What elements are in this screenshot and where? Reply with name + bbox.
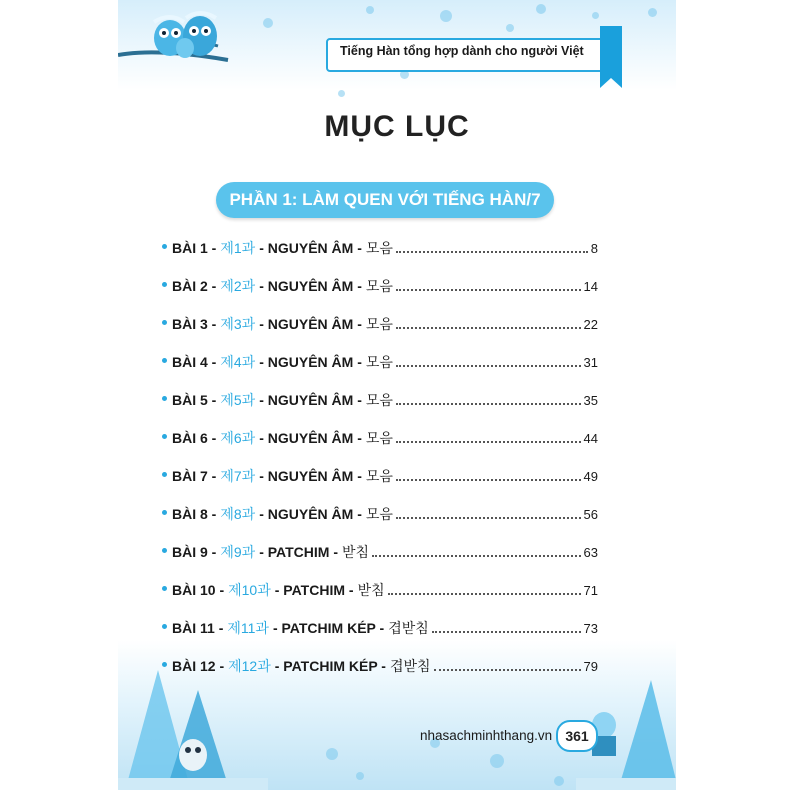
lesson-number: BÀI 1 - [172,240,217,256]
korean-topic: 모음 [365,506,393,522]
toc-row [166,542,598,564]
lesson-topic: - NGUYÊN ÂM - [259,278,362,294]
page-ref: 22 [583,317,598,332]
bookmark-ribbon-icon [600,26,622,78]
page-ref: 8 [590,241,598,256]
korean-lesson: 제12과 [228,658,271,674]
lesson-number: BÀI 8 - [172,506,217,522]
toc-row [166,276,598,298]
korean-lesson: 제8과 [220,506,256,522]
toc-row [166,580,598,602]
bullet-icon [162,396,167,401]
dot-leader [396,516,581,519]
bullet-icon [162,320,167,325]
snow-dot [440,10,452,22]
korean-lesson: 제3과 [220,316,256,332]
korean-topic: 모음 [365,354,393,370]
dot-leader [396,478,581,481]
lesson-topic: - PATCHIM KÉP - [272,620,385,636]
korean-lesson: 제11과 [227,620,269,636]
snow-dot [326,748,338,760]
winter-tree-left-illustration [118,660,268,790]
dot-leader [396,326,581,329]
korean-lesson: 제4과 [220,354,256,370]
lesson-topic: - PATCHIM - [274,582,354,598]
dot-leader [396,364,581,367]
toc-row [166,314,598,336]
toc-row [166,352,598,374]
korean-topic: 겹받침 [389,658,431,674]
book-page [118,0,676,790]
lesson-topic: - NGUYÊN ÂM - [259,506,362,522]
bullet-icon [162,472,167,477]
bullet-icon [162,510,167,515]
lesson-number: BÀI 11 - [172,620,224,636]
lesson-number: BÀI 4 - [172,354,217,370]
snow-dot [263,18,273,28]
snow-dot [338,90,345,97]
lesson-number: BÀI 9 - [172,544,217,560]
bullet-icon [162,358,167,363]
korean-topic: 겹받침 [388,620,429,636]
page-ref: 56 [583,507,598,522]
page-ref: 63 [583,545,598,560]
toc-row [166,466,598,488]
snow-dot [554,776,564,786]
page-ref: 35 [583,393,598,408]
korean-topic: 모음 [365,392,393,408]
korean-topic: 모음 [365,468,393,484]
snow-dot [592,12,599,19]
toc-row [166,238,598,260]
lesson-number: BÀI 3 - [172,316,217,332]
page-ref: 71 [583,583,598,598]
dot-leader [434,668,581,671]
korean-lesson: 제10과 [228,582,271,598]
bullet-icon [162,282,167,287]
dot-leader [396,250,588,253]
owl-illustration [118,0,258,80]
korean-lesson: 제2과 [220,278,256,294]
toc-row [166,390,598,412]
lesson-number: BÀI 6 - [172,430,217,446]
korean-lesson: 제9과 [220,544,256,560]
bullet-icon [162,434,167,439]
snow-dot [536,4,546,14]
lesson-topic: - NGUYÊN ÂM - [259,240,362,256]
lesson-topic: - NGUYÊN ÂM - [259,430,362,446]
page-ref: 14 [583,279,598,294]
snow-dot [366,6,374,14]
korean-topic: 모음 [365,278,393,294]
toc-row [166,428,598,450]
book-title: Tiếng Hàn tổng hợp dành cho người Việt [340,44,584,58]
bullet-icon [162,244,167,249]
page-ref: 79 [583,659,598,674]
part-label: PHẦN 1: LÀM QUEN VỚI TIẾNG HÀN/7 [229,190,541,209]
korean-lesson: 제5과 [220,392,256,408]
dot-leader [396,402,581,405]
lesson-number: BÀI 10 - [172,582,225,598]
snow-dot [648,8,657,17]
page-ref: 31 [583,355,598,370]
korean-topic: 받침 [357,582,385,598]
page-ref: 73 [583,621,598,636]
snow-dot [356,772,364,780]
lesson-topic: - PATCHIM - [259,544,338,560]
lesson-number: BÀI 2 - [172,278,217,294]
lesson-topic: - PATCHIM KÉP - [274,658,386,674]
page-title: MỤC LỤC [324,110,470,143]
dot-leader [396,440,581,443]
lesson-number: BÀI 5 - [172,392,217,408]
lesson-topic: - NGUYÊN ÂM - [259,468,362,484]
snow-dot [490,754,504,768]
website-link: nhasachminhthang.vn [420,728,553,743]
lesson-topic: - NGUYÊN ÂM - [259,392,362,408]
lesson-number: BÀI 7 - [172,468,217,484]
lesson-topic: - NGUYÊN ÂM - [259,354,362,370]
toc-row [166,504,598,526]
korean-lesson: 제1과 [220,240,256,256]
korean-topic: 받침 [342,544,370,560]
lesson-topic: - NGUYÊN ÂM - [259,316,362,332]
page-number: 361 [556,720,598,752]
dot-leader [372,554,580,557]
korean-topic: 모음 [365,240,393,256]
dot-leader [432,630,581,633]
toc-row [166,618,598,640]
korean-lesson: 제7과 [220,468,256,484]
korean-lesson: 제6과 [220,430,256,446]
lesson-number: BÀI 12 - [172,658,225,674]
bullet-icon [162,586,167,591]
dot-leader [388,592,581,595]
bullet-icon [162,548,167,553]
page-ref: 44 [583,431,598,446]
snow-dot [506,24,514,32]
korean-topic: 모음 [365,316,393,332]
page-ref: 49 [583,469,598,484]
korean-topic: 모음 [365,430,393,446]
bullet-icon [162,624,167,629]
dot-leader [396,288,581,291]
